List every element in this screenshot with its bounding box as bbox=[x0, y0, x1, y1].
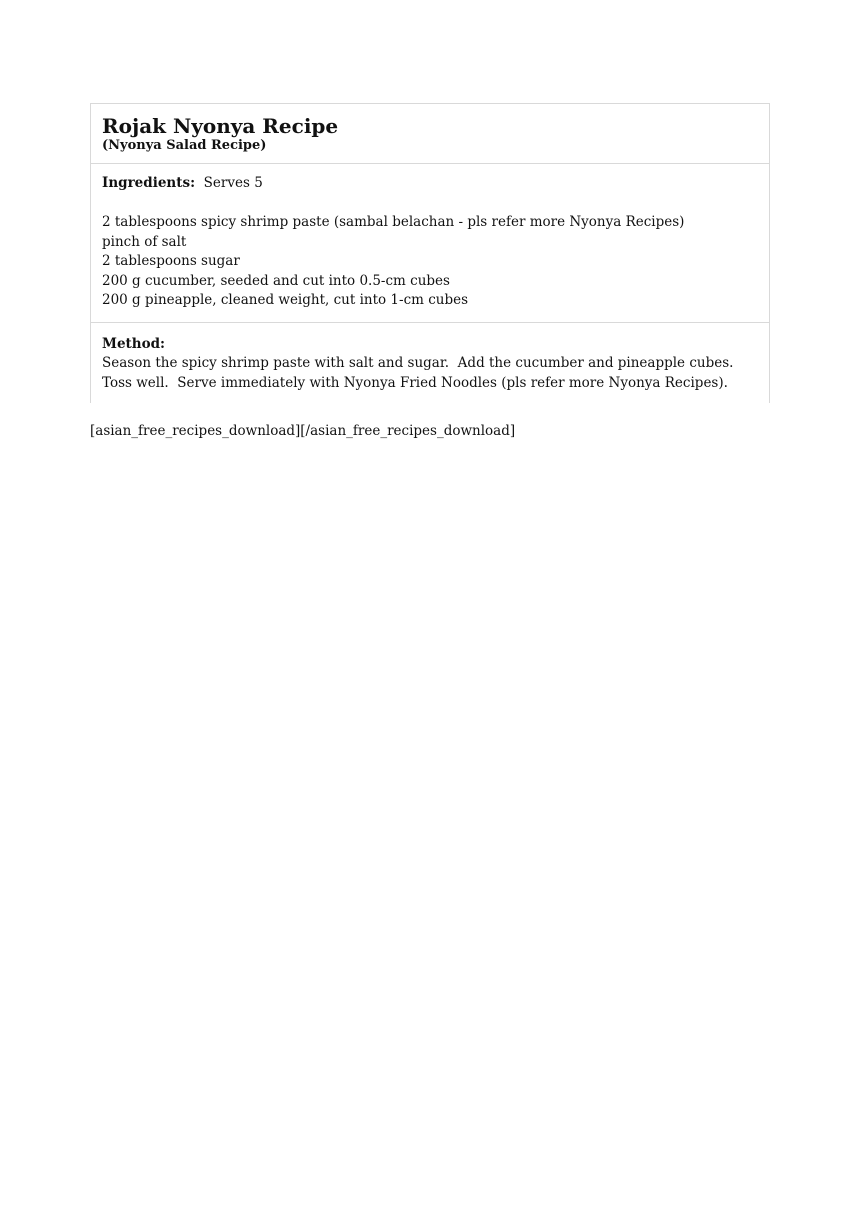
ingredient-item: 2 tablespoons sugar bbox=[102, 253, 240, 269]
ingredients-header bbox=[102, 174, 758, 194]
recipe-header bbox=[91, 104, 769, 164]
download-shortcode: [asian_free_recipes_download][/asian_free_recipes_download] bbox=[90, 423, 516, 439]
recipe-subtitle: (Nyonya Salad Recipe) bbox=[102, 138, 267, 153]
recipe-card bbox=[90, 103, 770, 403]
recipe-title: Rojak Nyonya Recipe bbox=[102, 114, 339, 138]
ingredient-item: 200 g cucumber, seeded and cut into 0.5-cm cubes bbox=[102, 272, 450, 289]
method-section bbox=[91, 323, 769, 404]
method-label: Method: bbox=[102, 335, 166, 352]
ingredient-item: pinch of salt bbox=[102, 233, 187, 250]
ingredients-list bbox=[102, 213, 758, 311]
serves-text: Serves 5 bbox=[203, 175, 263, 191]
ingredients-section bbox=[91, 164, 769, 323]
ingredients-label: Ingredients: bbox=[102, 175, 196, 191]
ingredient-item: 200 g pineapple, cleaned weight, cut into 1-cm cubes bbox=[102, 292, 469, 308]
method-text: Season the spicy shrimp paste with salt and sugar. Add the cucumber and pineapple cubes. Toss well. Serve immediately with Nyonya Fried Noodles (pls refer more Nyonya Recipes). bbox=[102, 355, 743, 391]
ingredient-item: 2 tablespoons spicy shrimp paste (sambal belachan - pls refer more Nyonya Recipes) bbox=[102, 214, 685, 230]
